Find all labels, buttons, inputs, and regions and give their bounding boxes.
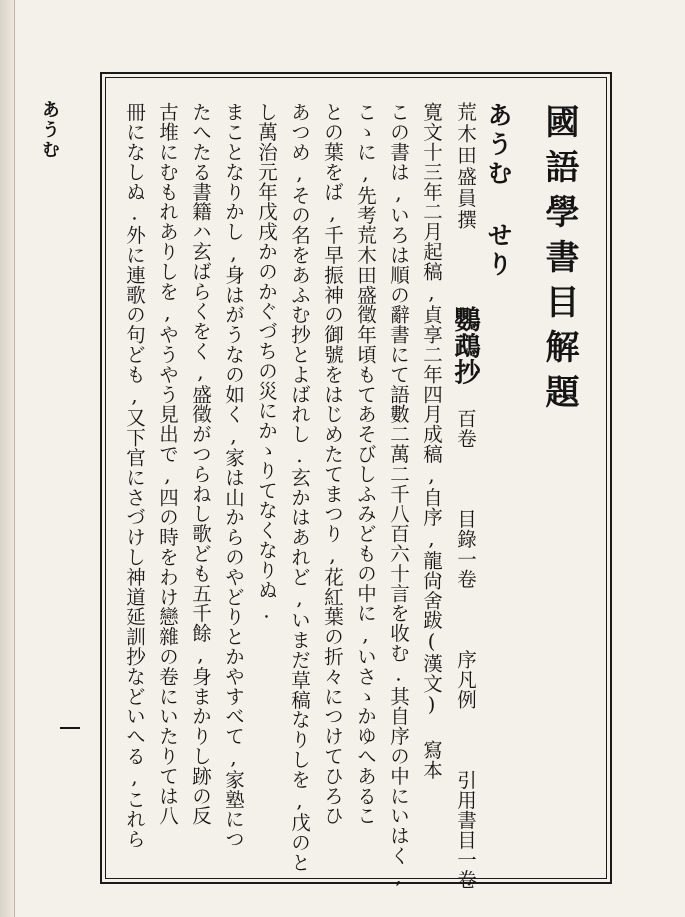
entry-volumes: 百卷 [454,408,477,449]
text-line: 寛文十三年二月起稿,貞享二年四月成稿,自序,龍尙舍跋(漢文) 寫本 [420,102,443,780]
entry-author: 荒木田盛員撰 [454,102,477,231]
page-frame [100,72,612,890]
entry-meta-line [448,102,482,890]
entry-work-title: 鸚鵡抄 [450,305,480,386]
entry-body [118,102,515,890]
page-marker-rule [60,727,80,729]
running-head: あうむ [39,100,60,160]
text-line: との葉をば,千早振神の御號をはじめたてまつり,花紅葉の折々につけてひろひ [321,102,344,826]
entry-meta-item: 目錄一卷 [454,509,477,589]
entry-meta-item: 序凡例 [454,649,477,710]
text-line: まことなりかし,身はがうなの如く,家は山からのやどりとかやすべて,家塾につ [222,102,245,849]
text-line: 冊になしぬ.外に連歌の句ども,又下官にさづけし神道延訓抄などいへる,これら [123,102,146,849]
text-line: し萬治元年戊戌かのかぐづちの災にかゝりてなくなりぬ. [255,102,278,623]
entry-meta-item: 引用書目一卷 [454,769,477,890]
text-line: こゝに,先考荒木田盛徵年頃もてあそびしふみどもの中に,いさゝかゆへあるこ [354,102,377,826]
text-line: この書は,いろは順の辭書にて語數二萬二千八百六十言を收む.其自序の中にいはく, [387,102,410,889]
text-line: あつめ,その名をあふむ抄とよばれし.玄かはあれど,いまだ草稿なりしを,戊のと [288,102,311,873]
book-binding-edge [0,0,15,917]
entry-heading: あうむ せり [484,102,513,280]
book-title: 國語學書目解題 [539,104,579,419]
text-line: 古堆にむもれありしを,やうやう見出で,四の時をわけ戀雜の卷にいたりては八 [156,102,179,826]
text-line: たへたる書籍ハ玄ばらくをく,盛徵がつらねし歌ども五千餘,身まかりし跡の反 [189,102,212,826]
